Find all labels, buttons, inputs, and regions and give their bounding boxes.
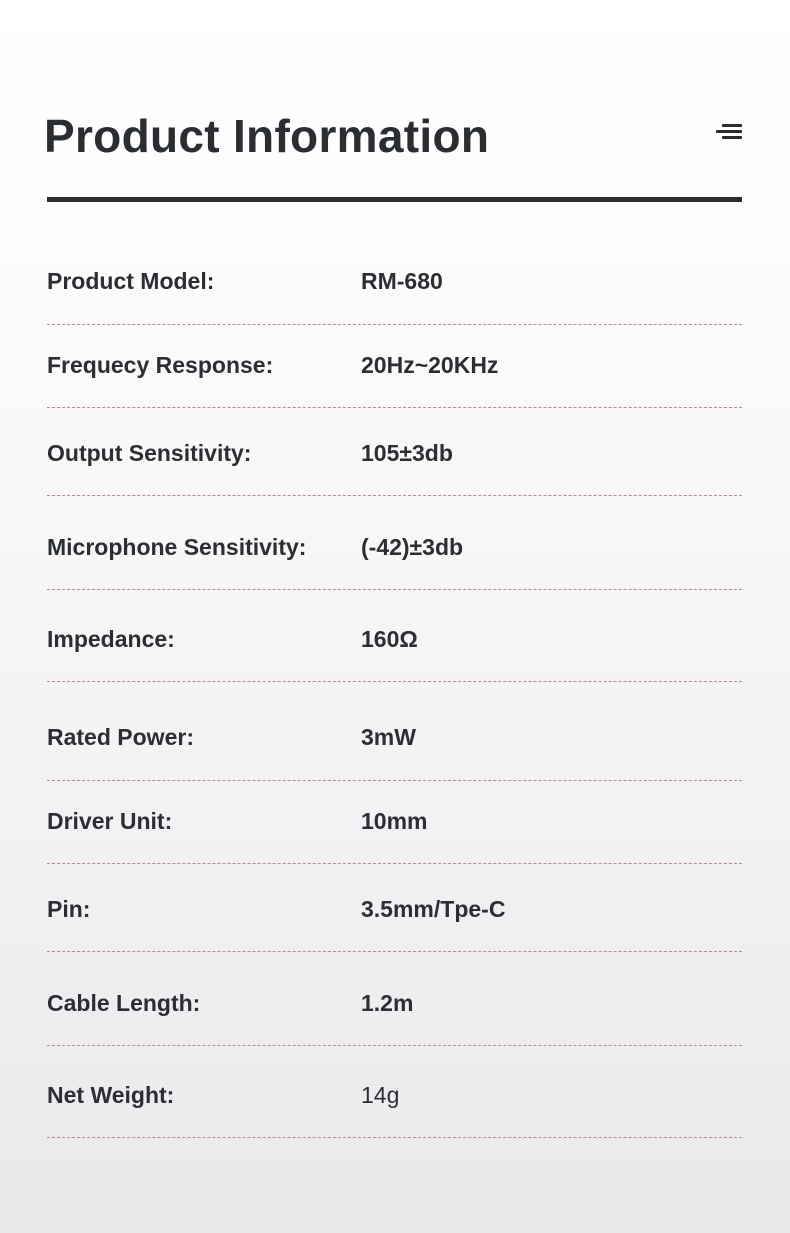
spec-label: Net Weight:: [47, 1082, 175, 1108]
spec-label: Impedance:: [47, 626, 175, 652]
spec-label: Rated Power:: [47, 724, 194, 750]
row-divider: [47, 780, 742, 781]
row-divider: [47, 1045, 742, 1046]
spec-label: Microphone Sensitivity:: [47, 534, 307, 560]
spec-label: Product Model:: [47, 268, 215, 294]
title-underline: [47, 197, 742, 202]
spec-label: Output Sensitivity:: [47, 440, 252, 466]
spec-label: Pin:: [47, 896, 91, 922]
row-divider: [47, 589, 742, 590]
spec-value: 20Hz~20KHz: [361, 352, 499, 378]
row-divider: [47, 407, 742, 408]
spec-label: Driver Unit:: [47, 808, 173, 834]
page-title: Product Information: [44, 110, 490, 162]
row-divider: [47, 951, 742, 952]
spec-value: 3mW: [361, 724, 416, 750]
spec-value: 1.2m: [361, 990, 414, 1016]
spec-value: 3.5mm/Tpe-C: [361, 896, 506, 922]
row-divider: [47, 863, 742, 864]
spec-value: 160Ω: [361, 626, 418, 652]
spec-value: RM-680: [361, 268, 443, 294]
spec-value: 14g: [361, 1082, 400, 1108]
spec-label: Frequecy Response:: [47, 352, 274, 378]
spec-value: 105±3db: [361, 440, 453, 466]
spec-label: Cable Length:: [47, 990, 201, 1016]
spec-value: 10mm: [361, 808, 428, 834]
row-divider: [47, 324, 742, 325]
row-divider: [47, 1137, 742, 1138]
list-icon: [714, 122, 742, 144]
spec-value: (-42)±3db: [361, 534, 464, 560]
row-divider: [47, 681, 742, 682]
row-divider: [47, 495, 742, 496]
